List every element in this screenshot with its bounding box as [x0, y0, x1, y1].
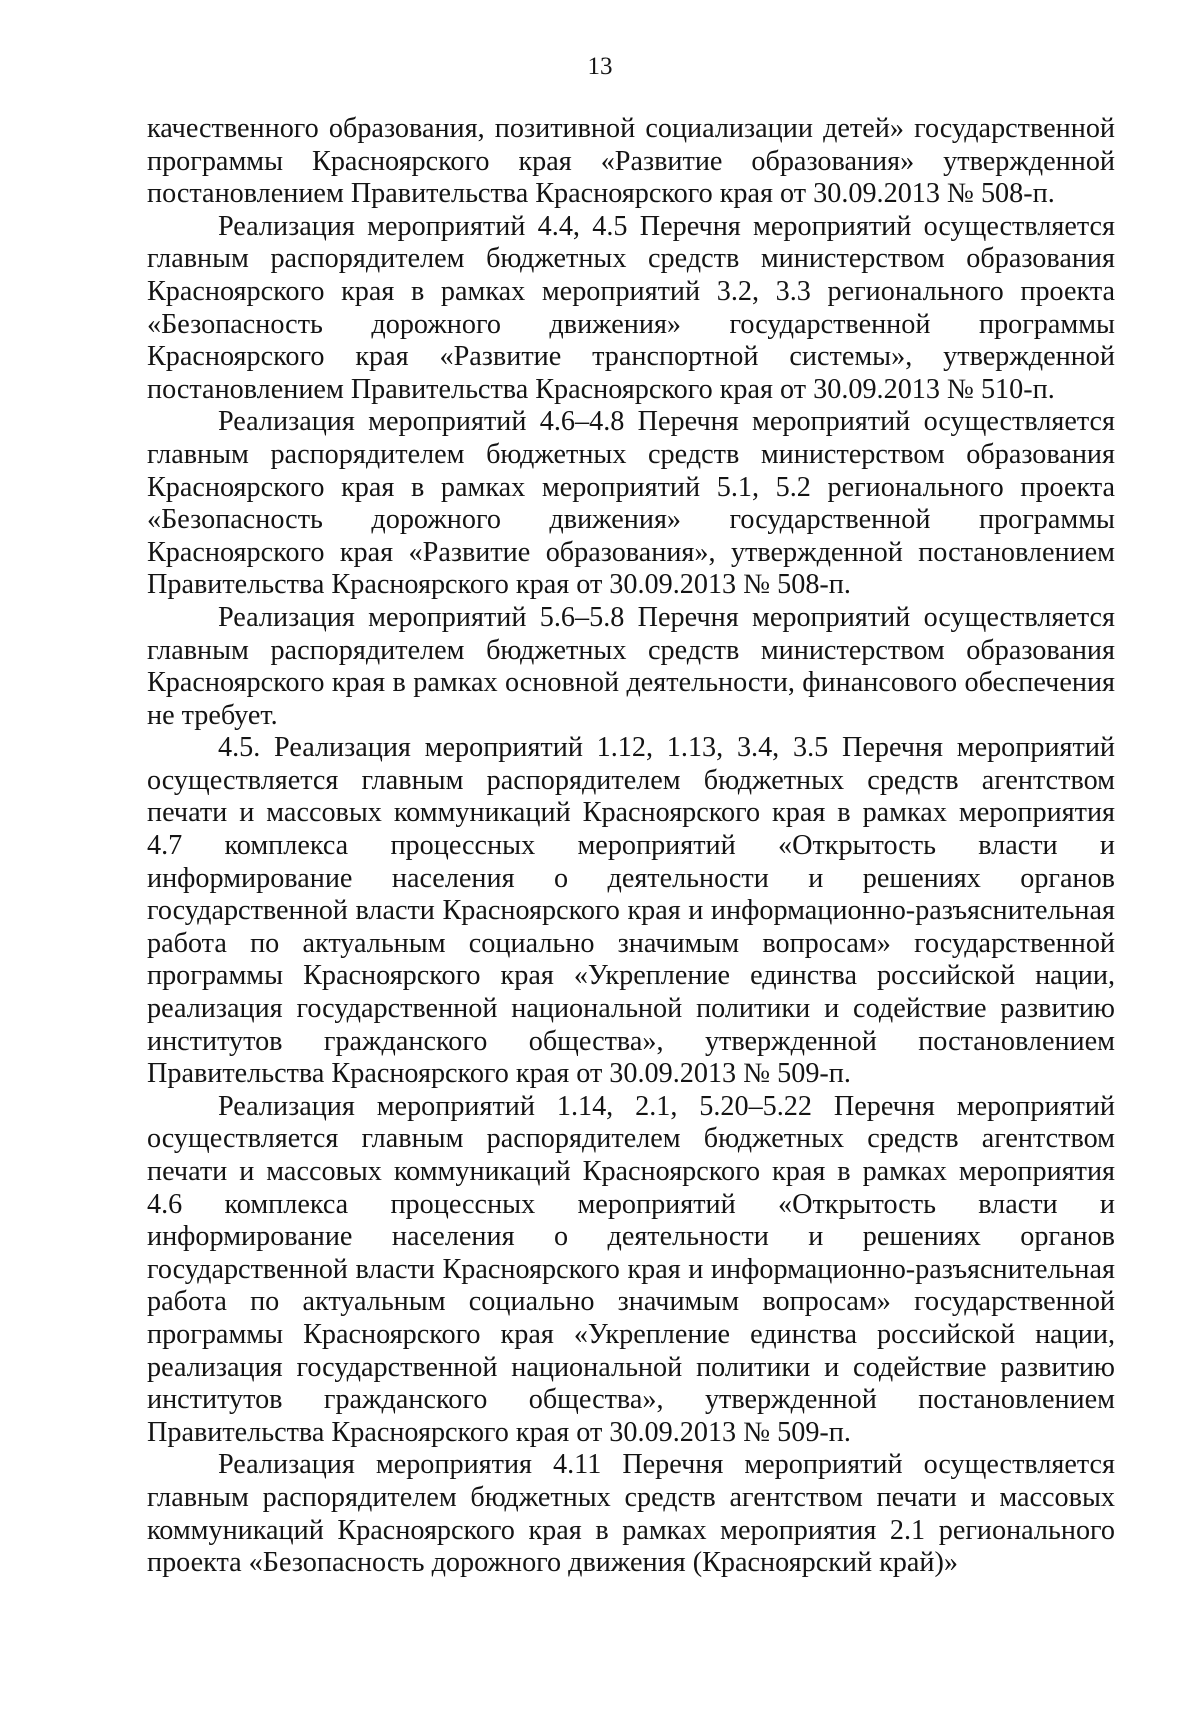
paragraph: Реализация мероприятий 4.6–4.8 Перечня мероприятий осуществляется главным распорядителем бюджетных средств министерством образования Красноярского края в рамках мероприятий 5.1, 5.2 регионального проекта «Безопасность дорожного движения» государственной программы Красноярского края «Развитие образования», утвержденной постановлением Правительства Красноярского края от 30.09.2013 № 508-п. — [147, 406, 1115, 601]
paragraph: Реализация мероприятий 4.4, 4.5 Перечня мероприятий осуществляется главным распорядителем бюджетных средств министерством образования Красноярского края в рамках мероприятий 3.2, 3.3 регионального проекта «Безопасность дорожного движения» государственной программы Красноярского края «Развитие транспортной системы», утвержденной постановлением Правительства Красноярского края от 30.09.2013 № 510-п. — [147, 210, 1115, 405]
document-body — [147, 113, 1115, 1580]
paragraph: Реализация мероприятия 4.11 Перечня мероприятий осуществляется главным распорядителем бюджетных средств агентством печати и массовых коммуникаций Красноярского края в рамках мероприятия 2.1 регионального проекта «Безопасность дорожного движения (Красноярский край)» — [147, 1449, 1115, 1579]
paragraph-continuation: качественного образования, позитивной социализации детей» государственной программы Красноярского края «Развитие образования» утвержденной постановлением Правительства Красноярского края от 30.09.2013 № 508-п. — [147, 113, 1115, 210]
page-number: 13 — [587, 53, 613, 80]
paragraph: Реализация мероприятий 5.6–5.8 Перечня мероприятий осуществляется главным распорядителем бюджетных средств министерством образования Красноярского края в рамках основной деятельности, финансового обеспечения не требует. — [147, 601, 1115, 731]
paragraph: Реализация мероприятий 1.14, 2.1, 5.20–5.22 Перечня мероприятий осуществляется главным распорядителем бюджетных средств агентством печати и массовых коммуникаций Красноярского края в рамках мероприятия 4.6 комплекса процессных мероприятий «Открытость власти и информирование населения о деятельности и решениях органов государственной власти Красноярского края и информационно-разъяснительная работа по актуальным социально значимым вопросам» государственной программы Красноярского края «Укрепление единства российской нации, реализация государственной национальной политики и содействие развитию институтов гражданского общества», утвержденной постановлением Правительства Красноярского края от 30.09.2013 № 509-п. — [147, 1090, 1115, 1448]
paragraph-section-4-5: 4.5. Реализация мероприятий 1.12, 1.13, 3.4, 3.5 Перечня мероприятий осуществляется главным распорядителем бюджетных средств агентством печати и массовых коммуникаций Красноярского края в рамках мероприятия 4.7 комплекса процессных мероприятий «Открытость власти и информирование населения о деятельности и решениях органов государственной власти Красноярского края и информационно-разъяснительная работа по актуальным социально значимым вопросам» государственной программы Красноярского края «Укрепление единства российской нации, реализация государственной национальной политики и содействие развитию институтов гражданского общества», утвержденной постановлением Правительства Красноярского края от 30.09.2013 № 509-п. — [147, 732, 1115, 1090]
